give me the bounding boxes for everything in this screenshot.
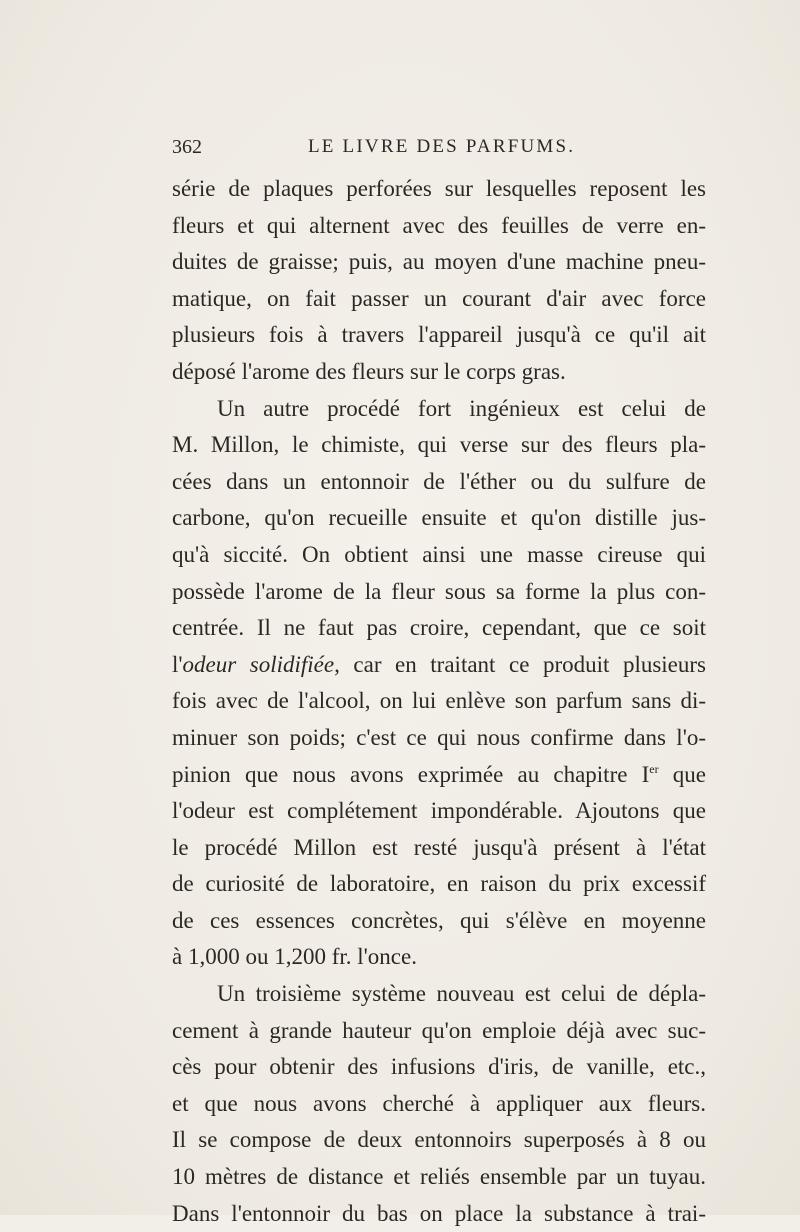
running-title: LE LIVRE DES PARFUMS. [308, 136, 576, 157]
italic-term: odeur solidifiée, [182, 651, 340, 677]
text-line: cement à grande hauteur qu'on emploie déjà avec suc- [172, 1017, 706, 1043]
text-line: minuer son poids; c'est ce qui nous confirme dans l'o- [172, 724, 706, 750]
text-line: déposé l'arome des fleurs sur le corps gras. [172, 358, 566, 384]
text-line: le procédé Millon est resté jusqu'à présent à l'état [172, 834, 706, 860]
text-line: série de plaques perforées sur lesquelles reposent les [172, 176, 706, 201]
text-fragment: pinion que nous avons exprimée au chapitre I [172, 761, 650, 787]
text-line: fois avec de l'alcool, on lui enlève son parfum sans di- [172, 688, 706, 714]
text-line: duites de graisse; puis, au moyen d'une machine pneu- [172, 249, 706, 275]
text-fragment: que [658, 761, 706, 787]
text-line: de ces essences concrètes, qui s'élève en moyenne [172, 907, 706, 933]
text-line: fleurs et qui alternent avec des feuilles de verre en- [172, 212, 706, 238]
text-line: de curiosité de laboratoire, en raison du prix excessif [172, 871, 706, 897]
superscript: er [649, 761, 659, 776]
text-line: cées dans un entonnoir de l'éther ou du sulfure de [172, 468, 706, 494]
text-line: l'odeur est complétement impondérable. Ajoutons que [172, 798, 706, 824]
text-line: matique, on fait passer un courant d'air avec force [172, 285, 706, 311]
text-line: M. Millon, le chimiste, qui verse sur des fleurs pla- [172, 432, 706, 458]
text-line: possède l'arome de la fleur sous sa forme la plus con- [172, 578, 706, 604]
text-line: plusieurs fois à travers l'appareil jusqu'à ce qu'il ait [172, 322, 706, 348]
text-line [172, 647, 706, 684]
body-text [172, 171, 706, 1232]
text-fragment: car en traitant ce produit plusieurs [339, 651, 707, 677]
paragraph-start-line: Un troisième système nouveau est celui de dépla- [217, 981, 706, 1007]
text-line: 10 mètres de distance et reliés ensemble par un tuyau. [172, 1164, 706, 1190]
text-line: Dans l'entonnoir du bas on place la substance à trai- [172, 1200, 706, 1226]
text-fragment: l' [172, 651, 183, 677]
text-line: centrée. Il ne faut pas croire, cependant, que ce soit [172, 615, 706, 641]
running-head [172, 136, 706, 166]
text-line [172, 757, 706, 794]
text-line: à 1,000 ou 1,200 fr. l'once. [172, 944, 417, 970]
text-line: et que nous avons cherché à appliquer aux fleurs. [172, 1090, 706, 1116]
page-number: 362 [172, 136, 202, 158]
text-line: carbone, qu'on recueille ensuite et qu'on distille jus- [172, 505, 706, 531]
text-line: Il se compose de deux entonnoirs superposés à 8 ou [172, 1127, 706, 1153]
text-line: qu'à siccité. On obtient ainsi une masse cireuse qui [172, 541, 706, 567]
paragraph-start-line: Un autre procédé fort ingénieux est celui de [217, 395, 706, 421]
text-line: cès pour obtenir des infusions d'iris, de vanille, etc., [172, 1054, 706, 1080]
